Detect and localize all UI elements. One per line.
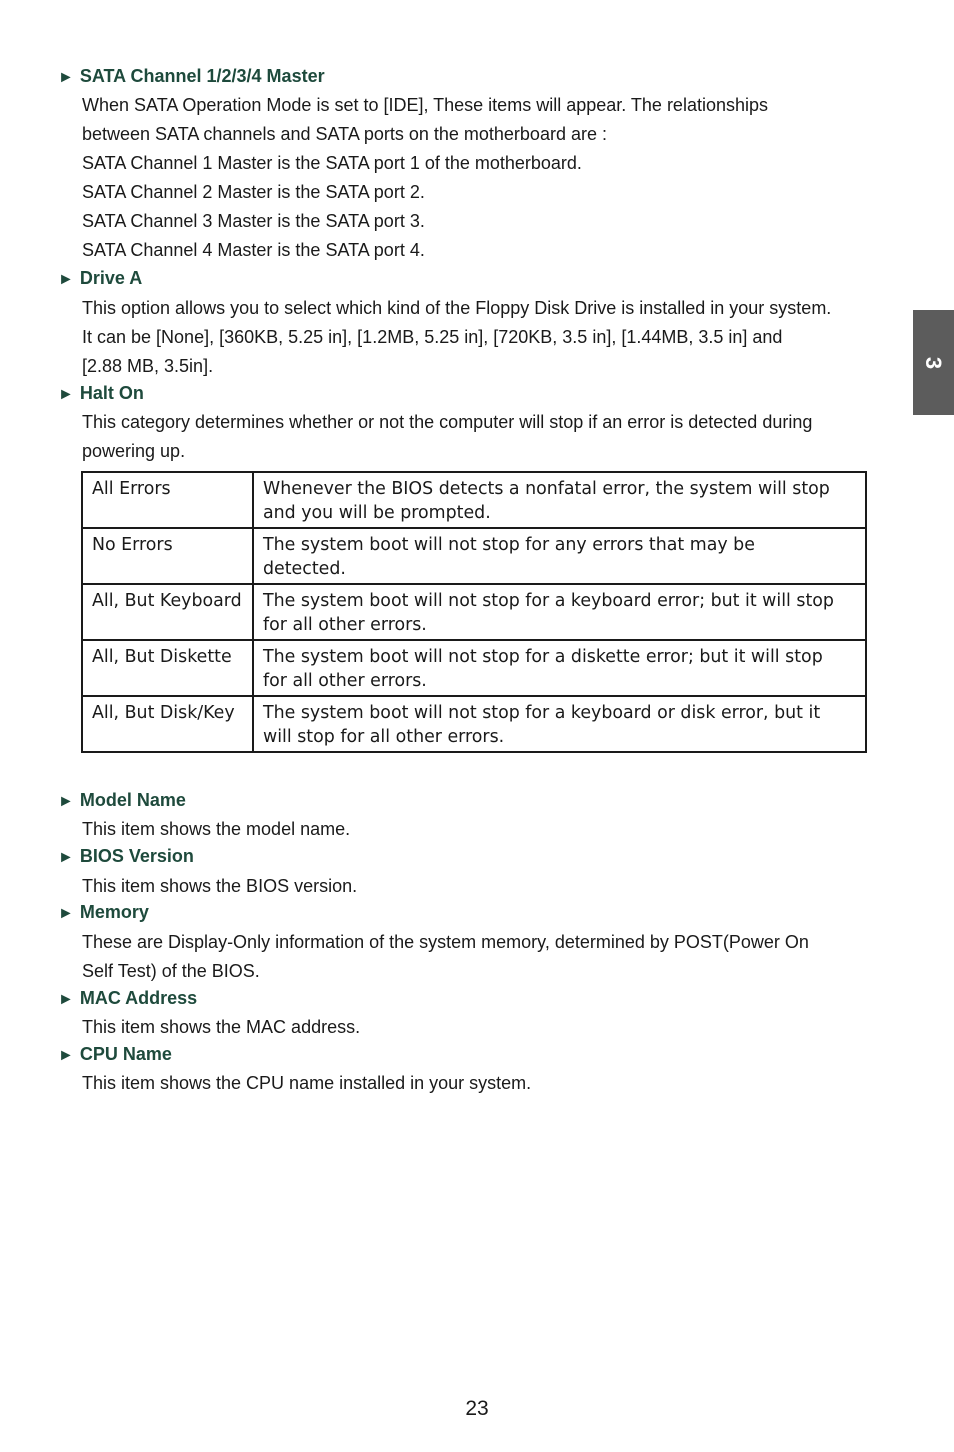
description-line: The system boot will not stop for a keyboard or disk error, but it [263,703,821,723]
bullet-arrow-icon: ► [58,271,74,288]
body-line: This category determines whether or not the computer will stop if an error is detected during [82,412,813,432]
description-line: detected. [263,559,346,579]
heading-text: Halt On [79,383,144,403]
description-line: will stop for all other errors. [263,727,505,747]
table-row [82,584,866,640]
body-line: When SATA Operation Mode is set to [IDE], These items will appear. The relationships [82,95,768,115]
body-line: [2.88 MB, 3.5in]. [82,356,214,376]
body-line: This item shows the MAC address. [82,1017,361,1037]
halt-on-options-table [81,471,867,753]
section-heading-memory [58,901,149,925]
chapter-tab [913,310,954,415]
section-heading-model-name [58,789,186,813]
description-line: for all other errors. [263,615,427,635]
section-heading-drive-a [58,267,142,291]
section-body-bios-version [82,872,902,901]
body-line: This item shows the BIOS version. [82,876,358,896]
body-line: This item shows the CPU name installed in your system. [82,1073,532,1093]
description-cell [253,472,866,528]
body-line: This item shows the model name. [82,819,351,839]
option-cell: All, But Disk/Key [82,696,253,752]
option-cell: All, But Diskette [82,640,253,696]
heading-text: MAC Address [79,988,198,1008]
section-heading-mac-address [58,987,197,1011]
heading-text: Drive A [79,268,143,288]
description-line: and you will be prompted. [263,503,491,523]
description-cell [253,584,866,640]
bullet-arrow-icon: ► [58,793,74,810]
heading-text: Model Name [79,790,186,810]
table-row [82,472,866,528]
description-cell [253,528,866,584]
body-line: powering up. [82,441,186,461]
heading-text: BIOS Version [79,846,194,866]
bullet-arrow-icon: ► [58,849,74,866]
body-line: SATA Channel 4 Master is the SATA port 4. [82,240,425,260]
chapter-number: 3 [921,356,947,369]
description-cell [253,696,866,752]
section-heading-sata [58,65,325,89]
bullet-arrow-icon: ► [58,905,74,922]
section-body-mac-address [82,1013,902,1042]
description-cell [253,640,866,696]
body-line: These are Display-Only information of the system memory, determined by POST(Power On [82,932,809,952]
body-line: SATA Channel 1 Master is the SATA port 1 of the motherboard. [82,153,582,173]
option-cell: All, But Keyboard [82,584,253,640]
heading-text: SATA Channel 1/2/3/4 Master [79,66,325,86]
body-line: SATA Channel 3 Master is the SATA port 3. [82,211,425,231]
bullet-arrow-icon: ► [58,1047,74,1064]
body-line: This option allows you to select which kind of the Floppy Disk Drive is installed in your system. [82,298,832,318]
section-body-memory [82,928,902,986]
bullet-arrow-icon: ► [58,69,74,86]
body-line: SATA Channel 2 Master is the SATA port 2. [82,182,425,202]
section-body-cpu-name [82,1069,902,1098]
description-line: The system boot will not stop for a diskette error; but it will stop [263,647,823,667]
description-line: for all other errors. [263,671,427,691]
section-heading-bios-version [58,845,194,869]
section-body-model-name [82,815,902,844]
body-line: It can be [None], [360KB, 5.25 in], [1.2MB, 5.25 in], [720KB, 3.5 in], [1.44MB, 3.5 in] and [82,327,783,347]
body-line: Self Test) of the BIOS. [82,961,260,981]
bullet-arrow-icon: ► [58,386,74,403]
option-cell: No Errors [82,528,253,584]
body-line: between SATA channels and SATA ports on the motherboard are : [82,124,607,144]
table-row [82,696,866,752]
table-row [82,528,866,584]
table-row [82,640,866,696]
heading-text: CPU Name [79,1044,172,1064]
section-body-halt-on [82,408,902,466]
heading-text: Memory [79,902,149,922]
section-body-sata [82,91,902,265]
page-number: 23 [465,1397,489,1420]
description-line: The system boot will not stop for a keyboard error; but it will stop [263,591,834,611]
bullet-arrow-icon: ► [58,991,74,1008]
description-line: The system boot will not stop for any errors that may be [263,535,755,555]
option-cell: All Errors [82,472,253,528]
section-body-drive-a [82,294,902,381]
section-heading-halt-on [58,382,144,406]
description-line: Whenever the BIOS detects a nonfatal error, the system will stop [263,479,830,499]
section-heading-cpu-name [58,1043,172,1067]
